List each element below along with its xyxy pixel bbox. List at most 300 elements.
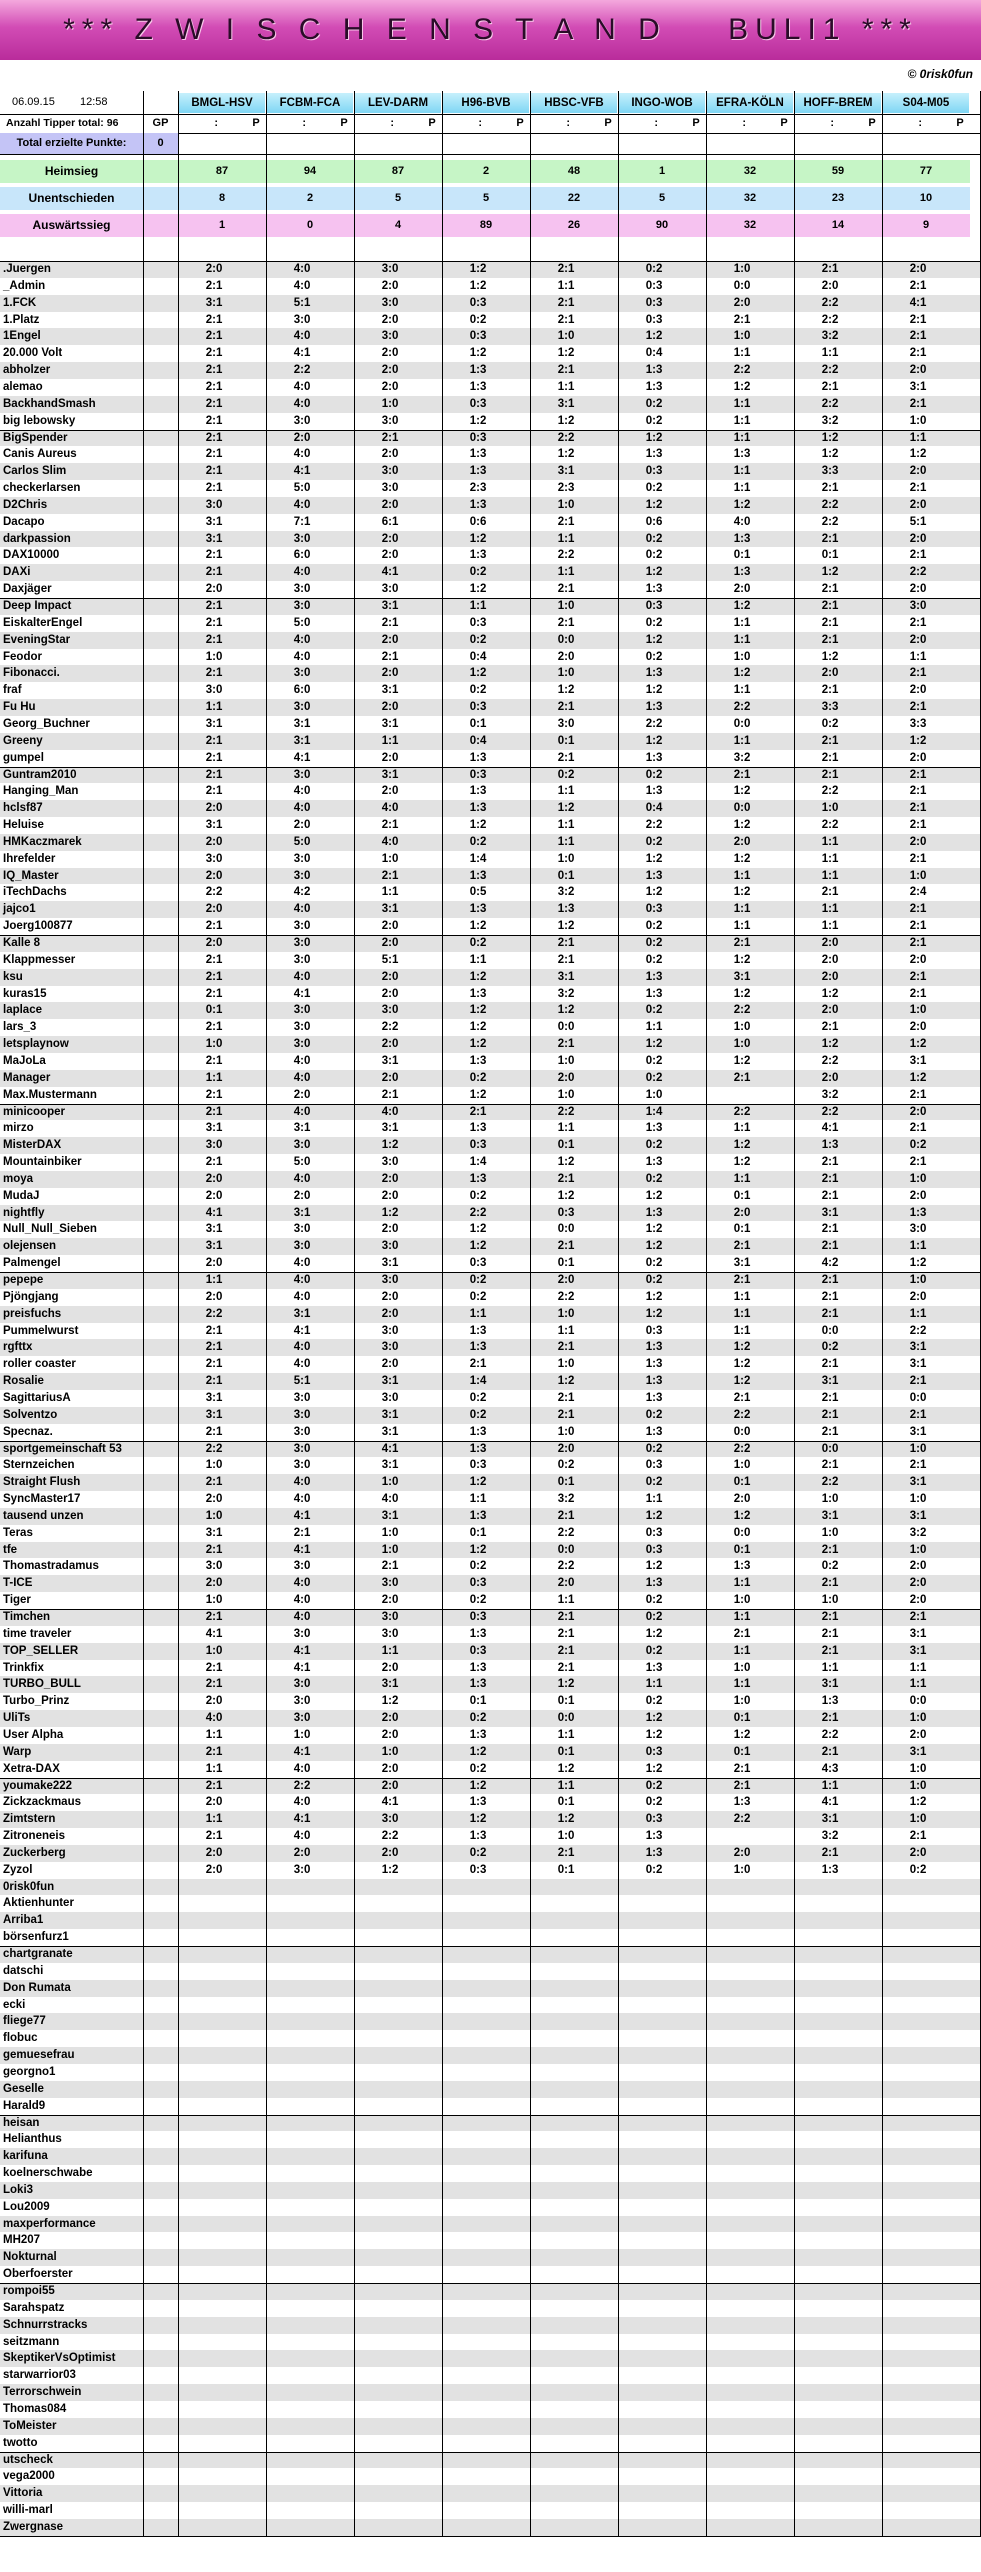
player-tip: 1:2 <box>557 347 575 360</box>
player-name: T-ICE <box>3 1577 33 1590</box>
player-name: Dacapo <box>3 515 45 528</box>
player-tip: 3:1 <box>381 1408 399 1421</box>
player-tip: 0:3 <box>469 296 487 309</box>
player-tip: 4:0 <box>293 1257 311 1270</box>
player-tip: 0:2 <box>469 684 487 697</box>
stat-value: 5 <box>442 187 530 210</box>
player-tip: 0:3 <box>469 1863 487 1876</box>
player-tip: 1:1 <box>733 1611 751 1623</box>
player-tip: 2:1 <box>205 987 223 1000</box>
player-tip: 2:0 <box>381 1762 399 1775</box>
player-tip: 1:2 <box>469 583 487 596</box>
game-header: H96-BVB <box>443 93 529 113</box>
player-tip: 2:1 <box>821 1358 839 1371</box>
points-label: P <box>956 117 964 129</box>
player-tip: 2:1 <box>733 1779 751 1792</box>
column-divider <box>618 91 619 2536</box>
player-tip: 0:2 <box>645 953 663 966</box>
player-tip: 2:1 <box>557 616 575 629</box>
player-tip: 2:0 <box>381 1779 399 1792</box>
player-tip: 4:1 <box>205 1627 223 1640</box>
player-tip: 1:2 <box>733 987 751 1000</box>
player-tip: 2:0 <box>733 296 751 309</box>
player-tip: 2:1 <box>557 1172 575 1185</box>
player-tip: 2:1 <box>557 1391 575 1404</box>
player-tip: 2:0 <box>381 549 399 562</box>
player-tip: 1:3 <box>645 1341 663 1354</box>
player-tip: 2:0 <box>909 633 927 646</box>
player-tip: 3:1 <box>205 1391 223 1404</box>
player-tip: 3:1 <box>733 1257 751 1270</box>
player-tip: 2:1 <box>205 1358 223 1371</box>
player-tip: 4:0 <box>293 397 311 410</box>
player-tip: 2:1 <box>821 1627 839 1640</box>
table-row <box>0 2317 981 2334</box>
player-tip: 3:0 <box>293 920 311 933</box>
player-tip: 1:0 <box>557 600 575 612</box>
player-tip: 2:0 <box>381 364 399 377</box>
player-tip: 1:1 <box>557 1779 575 1792</box>
player-tip: 0:2 <box>469 1274 487 1286</box>
player-tip: 1:3 <box>645 1661 663 1674</box>
player-tip: 2:1 <box>557 296 575 309</box>
player-tip: 1:1 <box>205 1813 223 1826</box>
table-row <box>0 2064 981 2081</box>
player-tip: 1:2 <box>557 1813 575 1826</box>
player-tip: 2:1 <box>909 1459 927 1472</box>
player-name: Pjöngjang <box>3 1290 59 1303</box>
player-tip: 1:3 <box>645 380 663 393</box>
player-tip: 2:1 <box>205 414 223 427</box>
player-tip: 2:0 <box>557 1442 575 1455</box>
player-name: SyncMaster17 <box>3 1493 81 1506</box>
player-tip: 2:2 <box>821 313 839 326</box>
player-tip: 1:1 <box>557 279 575 292</box>
colon-label: : <box>830 117 834 129</box>
player-tip: 1:1 <box>909 1678 927 1691</box>
player-tip: 1:0 <box>381 1745 399 1758</box>
player-tip: 2:2 <box>205 1442 223 1455</box>
player-tip: 2:1 <box>205 785 223 798</box>
player-tip: 2:0 <box>381 448 399 461</box>
player-name: Thomas084 <box>3 2402 67 2415</box>
player-tip: 0:2 <box>821 1341 839 1354</box>
player-tip: 3:0 <box>293 1712 311 1725</box>
player-tip: 0:2 <box>645 414 663 427</box>
table-row <box>0 2030 981 2047</box>
player-name: TOP_SELLER <box>3 1644 79 1657</box>
player-tip: 1:2 <box>381 1863 399 1876</box>
player-tip: 1:1 <box>733 869 751 882</box>
player-tip: 1:2 <box>645 1223 663 1236</box>
player-tip: 3:1 <box>205 1408 223 1421</box>
player-tip: 3:2 <box>557 1493 575 1506</box>
player-tip: 2:1 <box>909 920 927 933</box>
player-tip: 3:2 <box>821 330 839 343</box>
player-tip: 2:1 <box>381 616 399 629</box>
player-tip: 2:0 <box>909 835 927 848</box>
player-tip: 0:2 <box>645 1257 663 1270</box>
player-name: Straight Flush <box>3 1476 81 1489</box>
player-tip: 2:1 <box>821 1290 839 1303</box>
player-tip: 2:0 <box>205 1172 223 1185</box>
player-tip: 2:1 <box>205 1661 223 1674</box>
player-tip: 2:1 <box>205 667 223 680</box>
table-row <box>0 2266 981 2283</box>
player-name: koelnerschwabe <box>3 2167 93 2180</box>
player-tip: 3:0 <box>909 600 927 612</box>
player-tip: 1:0 <box>557 498 575 511</box>
player-tip: 2:1 <box>821 886 839 899</box>
tipper-count: Anzahl Tipper total: 96 <box>6 117 119 129</box>
player-tip: 1:0 <box>733 1594 751 1607</box>
player-tip: 2:1 <box>909 313 927 326</box>
player-tip: 2:0 <box>821 667 839 680</box>
player-tip: 1:1 <box>557 1122 575 1135</box>
player-tip: 2:2 <box>733 364 751 377</box>
player-tip: 4:1 <box>821 1796 839 1809</box>
player-name: starwarrior03 <box>3 2369 76 2382</box>
player-tip: 1:1 <box>909 650 927 663</box>
stat-value: 77 <box>882 160 970 183</box>
player-name: alemao <box>3 380 43 393</box>
player-tip: 2:0 <box>205 802 223 815</box>
row-divider <box>0 430 981 431</box>
player-tip: 0:2 <box>645 1863 663 1876</box>
player-tip: 4:0 <box>293 1172 311 1185</box>
player-tip: 3:1 <box>381 1375 399 1388</box>
player-tip: 0:2 <box>645 768 663 781</box>
player-name: MaJoLa <box>3 1054 46 1067</box>
player-tip: 2:0 <box>293 1189 311 1202</box>
player-tip: 2:1 <box>821 633 839 646</box>
player-tip: 2:1 <box>205 482 223 495</box>
player-tip: 1:3 <box>645 869 663 882</box>
player-tip: 4:0 <box>293 330 311 343</box>
stat-value: 9 <box>882 214 970 237</box>
player-tip: 1:3 <box>469 1425 487 1438</box>
points-label: P <box>428 117 436 129</box>
points-label: P <box>252 117 260 129</box>
player-tip: 4:0 <box>293 633 311 646</box>
player-tip: 1:0 <box>205 1594 223 1607</box>
player-tip: 1:2 <box>733 380 751 393</box>
player-name: D2Chris <box>3 498 48 511</box>
table-row <box>0 2452 981 2469</box>
player-tip: 1:3 <box>645 1375 663 1388</box>
player-tip: 1:1 <box>645 1678 663 1691</box>
player-tip: 3:3 <box>821 465 839 478</box>
player-name: jajco1 <box>3 903 36 916</box>
player-tip: 1:2 <box>469 1745 487 1758</box>
stat-value: 87 <box>354 160 442 183</box>
player-tip: 1:3 <box>469 1678 487 1691</box>
player-tip: 1:3 <box>645 970 663 983</box>
player-tip: 5:0 <box>293 482 311 495</box>
table-row <box>0 1895 981 1912</box>
player-tip: 1:3 <box>469 1054 487 1067</box>
player-tip: 0:0 <box>733 1526 751 1539</box>
player-name: fliege77 <box>3 2015 46 2028</box>
player-tip: 2:1 <box>205 1543 223 1556</box>
player-tip: 2:1 <box>205 1745 223 1758</box>
player-tip: 0:2 <box>557 768 575 781</box>
player-tip: 4:0 <box>293 1290 311 1303</box>
player-tip: 3:1 <box>205 1122 223 1135</box>
player-name: 1.Platz <box>3 313 40 326</box>
player-tip: 2:0 <box>205 937 223 949</box>
player-tip: 2:1 <box>205 953 223 966</box>
player-tip: 3:1 <box>381 717 399 730</box>
player-tip: 0:1 <box>469 1526 487 1539</box>
player-tip: 1:1 <box>557 532 575 545</box>
player-tip: 2:2 <box>733 701 751 714</box>
player-tip: 3:1 <box>381 1122 399 1135</box>
player-tip: 0:3 <box>469 1644 487 1657</box>
player-tip: 1:3 <box>469 785 487 798</box>
player-tip: 2:1 <box>205 1054 223 1067</box>
player-tip <box>706 1828 754 1845</box>
player-tip: 1:3 <box>469 987 487 1000</box>
player-tip: 3:0 <box>293 1695 311 1708</box>
player-tip: 2:1 <box>557 515 575 528</box>
player-tip: 2:1 <box>557 583 575 596</box>
player-tip: 2:1 <box>733 313 751 326</box>
player-tip: 0:2 <box>645 1054 663 1067</box>
player-tip: 4:0 <box>293 1358 311 1371</box>
player-tip: 2:1 <box>909 330 927 343</box>
player-tip: 2:2 <box>821 364 839 377</box>
player-tip: 1:0 <box>557 852 575 865</box>
stat-label: Auswärtssieg <box>0 214 143 237</box>
player-tip: 2:0 <box>557 1274 575 1286</box>
page-title: *** Z W I S C H E N S T A N D BULI1 *** <box>63 13 918 46</box>
player-tip: 3:0 <box>381 1813 399 1826</box>
player-tip: 0:2 <box>469 566 487 579</box>
player-tip: 1:1 <box>733 920 751 933</box>
player-tip: 2:1 <box>469 1105 487 1118</box>
player-tip: 2:0 <box>381 279 399 292</box>
player-tip: 1:2 <box>733 600 751 612</box>
player-tip: 1:0 <box>557 330 575 343</box>
player-tip: 1:3 <box>733 1796 751 1809</box>
player-tip: 1:2 <box>557 1678 575 1691</box>
player-tip: 0:1 <box>733 1476 751 1489</box>
row-divider <box>0 935 981 936</box>
player-name: Teras <box>3 1526 33 1539</box>
player-tip: 1:0 <box>733 1459 751 1472</box>
player-tip: 2:2 <box>733 1004 751 1017</box>
player-tip: 2:1 <box>821 1745 839 1758</box>
player-tip: 2:1 <box>205 448 223 461</box>
player-tip: 0:3 <box>557 1206 575 1219</box>
player-tip: 2:1 <box>381 431 399 444</box>
player-tip: 2:0 <box>381 701 399 714</box>
player-tip: 1:2 <box>733 1358 751 1371</box>
player-tip: 2:1 <box>205 970 223 983</box>
player-tip: 0:2 <box>469 1071 487 1084</box>
player-tip: 0:0 <box>557 1021 575 1034</box>
player-tip: 2:1 <box>205 431 223 444</box>
player-tip: 1:0 <box>205 1038 223 1051</box>
player-name: Loki3 <box>3 2183 34 2196</box>
player-tip: 0:2 <box>469 313 487 326</box>
player-tip: 1:2 <box>645 566 663 579</box>
player-tip: 2:1 <box>909 1122 927 1135</box>
player-tip: 1:2 <box>469 279 487 292</box>
player-tip: 2:1 <box>821 1644 839 1657</box>
player-tip: 2:1 <box>381 869 399 882</box>
player-tip: 2:1 <box>205 1341 223 1354</box>
player-tip: 2:2 <box>821 819 839 832</box>
player-tip: 2:0 <box>821 1071 839 1084</box>
player-tip: 2:1 <box>821 263 839 275</box>
row-divider <box>0 2283 981 2284</box>
player-tip: 4:0 <box>293 1341 311 1354</box>
stat-value: 2 <box>442 160 530 183</box>
player-tip: 2:1 <box>909 785 927 798</box>
player-tip: 2:1 <box>381 650 399 663</box>
player-tip: 2:1 <box>557 1846 575 1859</box>
stat-value: 32 <box>706 160 794 183</box>
row-divider <box>0 1272 981 1273</box>
row-divider <box>0 2536 981 2537</box>
player-tip: 2:2 <box>381 1021 399 1034</box>
player-tip: 3:1 <box>381 1459 399 1472</box>
player-tip: 0:2 <box>645 920 663 933</box>
player-tip: 2:0 <box>557 1577 575 1590</box>
player-tip: 2:0 <box>909 1728 927 1741</box>
player-tip: 0:2 <box>469 1408 487 1421</box>
player-name: Ihrefelder <box>3 852 56 865</box>
stat-value: 14 <box>794 214 882 237</box>
player-tip: 2:0 <box>821 953 839 966</box>
player-tip: 2:2 <box>205 1307 223 1320</box>
player-tip: 2:0 <box>205 1290 223 1303</box>
player-tip: 2:0 <box>205 903 223 916</box>
player-tip: 3:1 <box>909 1358 927 1371</box>
player-tip: 0:2 <box>645 616 663 629</box>
player-tip: 1:2 <box>469 1088 487 1101</box>
player-tip: 1:1 <box>469 953 487 966</box>
player-tip: 3:1 <box>293 1122 311 1135</box>
player-tip: 1:1 <box>469 600 487 612</box>
player-tip: 2:1 <box>205 1021 223 1034</box>
player-tip: 1:1 <box>557 785 575 798</box>
game-header: BMGL-HSV <box>179 93 265 113</box>
player-tip: 3:1 <box>381 1257 399 1270</box>
player-tip: 2:0 <box>205 583 223 596</box>
player-name: laplace <box>3 1004 42 1017</box>
player-tip: 0:2 <box>469 633 487 646</box>
player-name: _Admin <box>3 279 46 292</box>
player-tip: 1:2 <box>645 633 663 646</box>
player-tip: 1:0 <box>909 869 927 882</box>
player-tip: 1:2 <box>645 1307 663 1320</box>
player-name: Zitroneneis <box>3 1830 65 1843</box>
player-name: olejensen <box>3 1240 57 1253</box>
player-tip: 1:2 <box>469 667 487 680</box>
player-tip: 2:2 <box>557 1290 575 1303</box>
player-tip: 1:3 <box>469 498 487 511</box>
player-tip: 2:1 <box>381 819 399 832</box>
player-tip: 2:1 <box>557 1509 575 1522</box>
player-tip: 3:0 <box>205 852 223 865</box>
player-name: rompoi55 <box>3 2285 55 2297</box>
player-tip: 1:0 <box>733 1038 751 1051</box>
player-tip: 2:0 <box>381 1307 399 1320</box>
player-tip: 1:2 <box>469 532 487 545</box>
player-tip: 1:2 <box>645 1038 663 1051</box>
player-tip: 0:3 <box>645 1459 663 1472</box>
table-row <box>0 2300 981 2317</box>
player-name: SkeptikerVsOptimist <box>3 2352 116 2365</box>
player-tip: 1:3 <box>645 1425 663 1438</box>
player-name: Fibonacci. <box>3 667 60 680</box>
player-tip: 1:2 <box>909 448 927 461</box>
player-tip: 2:0 <box>557 1071 575 1084</box>
player-tip: 3:1 <box>205 1240 223 1253</box>
player-tip: 2:2 <box>557 549 575 562</box>
column-divider <box>794 91 795 2536</box>
player-tip: 3:0 <box>205 684 223 697</box>
player-tip: 1:1 <box>205 701 223 714</box>
player-name: lars_3 <box>3 1021 37 1034</box>
stat-gp <box>143 187 178 210</box>
player-tip: 1:3 <box>645 1156 663 1169</box>
player-tip: 1:1 <box>909 431 927 444</box>
player-tip: 2:0 <box>909 1560 927 1573</box>
player-tip: 3:1 <box>381 684 399 697</box>
player-tip: 3:0 <box>293 1425 311 1438</box>
player-tip: 2:1 <box>205 279 223 292</box>
player-tip: 2:1 <box>821 1459 839 1472</box>
player-tip: 3:0 <box>557 717 575 730</box>
player-tip: 2:1 <box>909 667 927 680</box>
player-name: karifuna <box>3 2150 48 2163</box>
player-tip: 3:0 <box>381 465 399 478</box>
player-tip: 1:2 <box>557 1156 575 1169</box>
player-tip: 2:0 <box>381 1358 399 1371</box>
player-tip: 2:1 <box>909 701 927 714</box>
player-tip: 0:2 <box>909 1139 927 1152</box>
player-tip: 1:3 <box>645 701 663 714</box>
player-name: checkerlarsen <box>3 482 81 495</box>
player-tip: 3:1 <box>205 296 223 309</box>
stat-value: 0 <box>266 214 354 237</box>
player-tip: 3:0 <box>293 1459 311 1472</box>
player-tip: 0:4 <box>645 347 663 360</box>
player-tip: 1:1 <box>557 1728 575 1741</box>
table-row <box>0 2165 981 2182</box>
player-tip: 0:3 <box>645 600 663 612</box>
player-name: Schnurrstracks <box>3 2318 88 2331</box>
player-tip: 1:2 <box>821 566 839 579</box>
player-tip: 3:1 <box>821 1206 839 1219</box>
player-tip: 3:0 <box>381 1274 399 1286</box>
player-tip: 1:0 <box>557 1425 575 1438</box>
player-tip: 0:1 <box>469 717 487 730</box>
player-tip: 4:0 <box>293 263 311 275</box>
player-tip: 2:1 <box>733 1391 751 1404</box>
player-tip: 4:1 <box>909 296 927 309</box>
player-tip: 1:3 <box>645 1206 663 1219</box>
player-tip: 0:2 <box>645 1779 663 1792</box>
player-tip: 2:1 <box>821 1577 839 1590</box>
player-tip: 1:4 <box>645 1105 663 1118</box>
player-name: Aktienhunter <box>3 1897 74 1910</box>
player-tip: 2:1 <box>821 1172 839 1185</box>
